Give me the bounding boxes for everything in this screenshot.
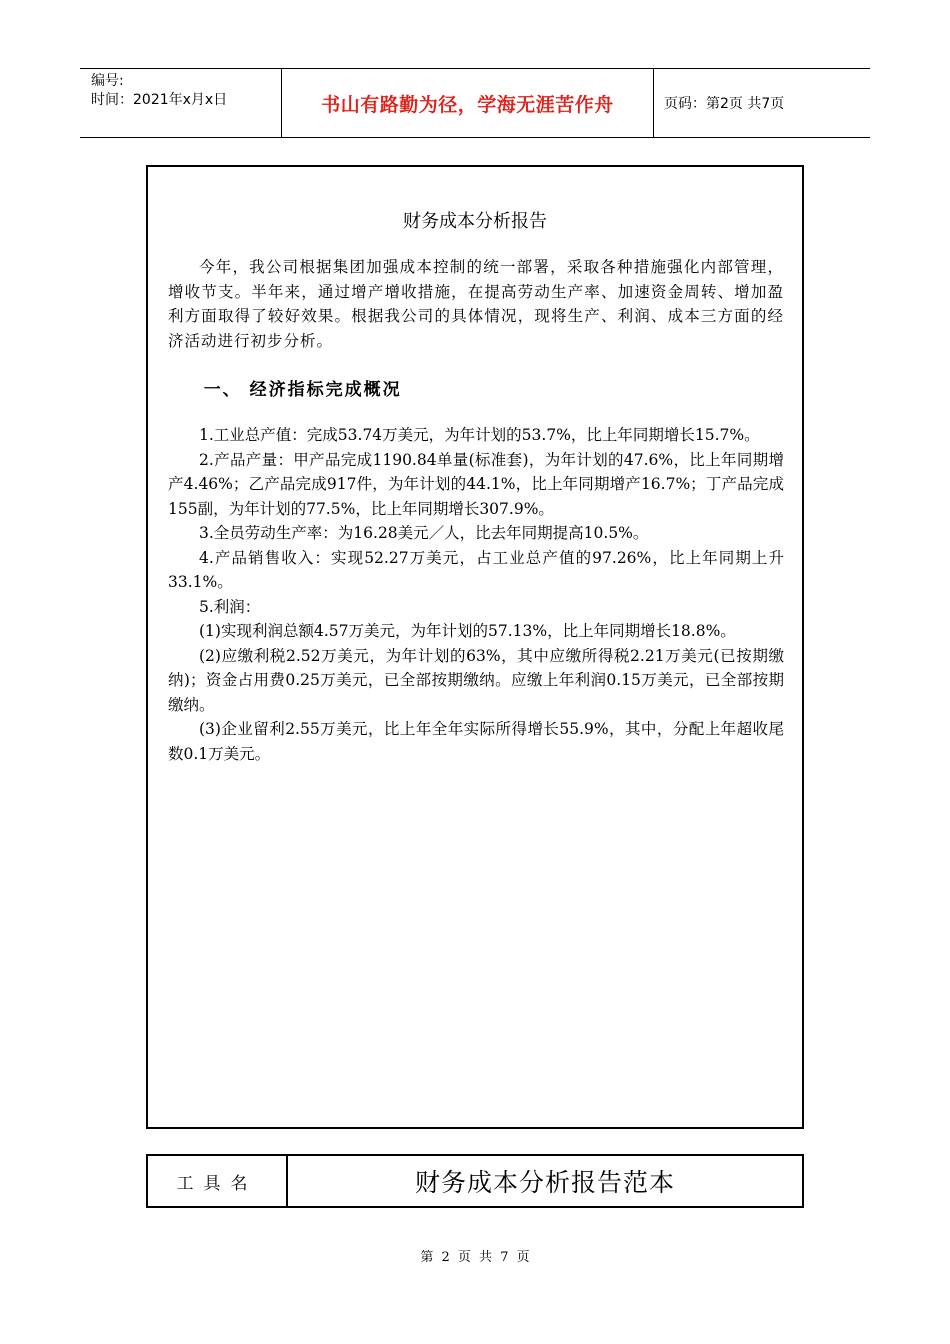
paragraph: 2.产品产量：甲产品完成1190.84单量(标准套)，为年计划的47.6%，比上年同期增产4.46%；乙产品完成917件，为年计划的44.1%，比上年同期增产16.7%；丁产品完成155副，为年计划的77.5%，比上年同期增长307.9%。 — [168, 450, 784, 518]
document-content — [168, 255, 784, 766]
header-page-info: 页码：第2页 共7页 — [664, 96, 785, 112]
section-heading: 一、 经济指标完成概况 — [203, 380, 402, 400]
page-footer: 第 2 页 共 7 页 — [420, 1250, 530, 1265]
date-label: 时间：2021年x月x日 — [91, 92, 228, 108]
tool-name: 财务成本分析报告范本 — [414, 1168, 675, 1197]
header-meta — [80, 69, 281, 137]
paragraph: 1.工业总产值：完成53.74万美元，为年计划的53.7%，比上年同期增长15.7%。 — [199, 426, 760, 444]
tool-label: 工具名 — [148, 1156, 288, 1206]
paragraph: (2)应缴利税2.52万美元，为年计划的63%，其中应缴所得税2.21万美元(已按期缴纳)；资金占用费0.25万美元，已全部按期缴纳。应缴上年利润0.15万美元，已全部按期缴纳。 — [168, 646, 784, 714]
paragraph: 4.产品销售收入：实现52.27万美元，占工业总产值的97.26%，比上年同期上升33.1%。 — [168, 548, 784, 591]
paragraph: 5.利润： — [199, 597, 261, 616]
page-header — [80, 68, 870, 138]
document-title: 财务成本分析报告 — [403, 211, 547, 232]
intro-paragraph: 今年，我公司根据集团加强成本控制的统一部署，采取各种措施强化内部管理，增收节支。半年来，通过增产增收措施，在提高劳动生产率、加速资金周转、增加盈利方面取得了较好效果。根据我公司的具体情况，现将生产、利润、成本三方面的经济活动进行初步分析。 — [168, 258, 784, 350]
paragraph: (3)企业留利2.55万美元，比上年全年实际所得增长55.9%，其中，分配上年超收尾数0.1万美元。 — [168, 720, 784, 763]
paragraph: 3.全员劳动生产率：为16.28美元／人，比去年同期提高10.5%。 — [199, 524, 649, 542]
header-motto: 书山有路勤为径，学海无涯苦作舟 — [281, 69, 654, 137]
document-body-box — [146, 165, 804, 1129]
number-label: 编号: — [91, 73, 124, 89]
tool-name-box — [146, 1154, 804, 1208]
paragraph: (1)实现利润总额4.57万美元，为年计划的57.13%，比上年同期增长18.8%。 — [199, 622, 736, 640]
